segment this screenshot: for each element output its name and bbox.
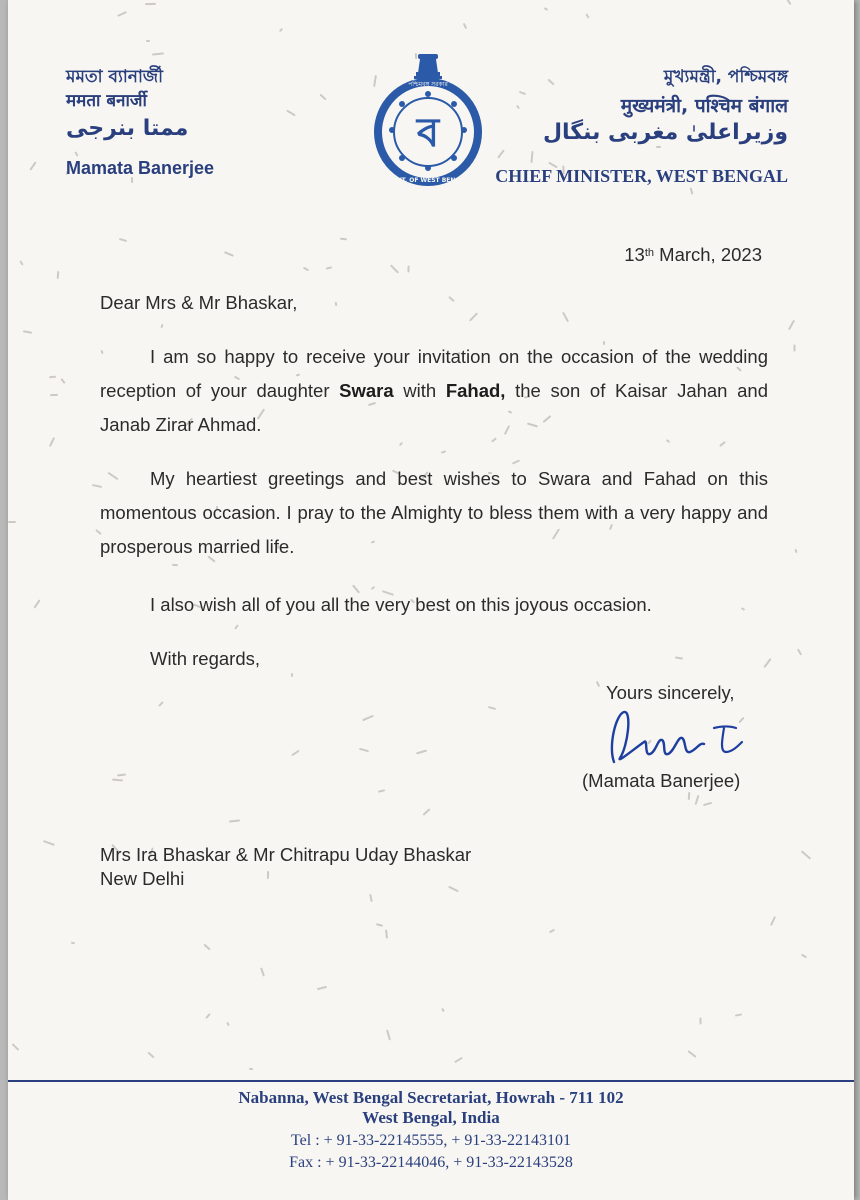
paper-fibre [172, 564, 178, 566]
paper-fibre [57, 271, 60, 279]
paper-fibre [797, 648, 802, 655]
paper-fibre [317, 986, 327, 990]
paper-fibre [656, 146, 661, 148]
paper-fibre [519, 91, 526, 95]
paper-fibre [596, 681, 600, 687]
paper-fibre [326, 266, 332, 269]
paper-fibre [71, 942, 75, 945]
paper-fibre [793, 344, 795, 351]
paper-fibre [19, 260, 23, 265]
addressee-city: New Delhi [100, 868, 185, 889]
paper-fibre [687, 1050, 696, 1058]
paper-fibre [291, 750, 300, 757]
paragraph-1: I am so happy to receive your invitation on the occasion of the wedding reception of your daughter Swara with Fahad, the son of Kaisar Jahan and Janab Zirar Ahmad. [100, 346, 768, 435]
paper-fibre [407, 265, 409, 272]
paper-fibre [12, 1043, 20, 1051]
west-bengal-emblem [370, 50, 486, 190]
paper-fibre [416, 750, 427, 755]
paper-fibre [703, 802, 712, 806]
paper-fibre [145, 3, 156, 5]
paper-fibre [33, 599, 40, 608]
paper-fibre [562, 312, 569, 323]
paper-fibre [335, 302, 338, 306]
paper-fibre [279, 28, 283, 32]
paper-fibre [49, 437, 55, 447]
paper-fibre [50, 394, 58, 396]
paper-fibre [160, 324, 163, 328]
footer-address: Nabanna, West Bengal Secretariat, Howrah - 711 102 [238, 1088, 624, 1107]
footer-state: West Bengal, India [362, 1108, 500, 1127]
paper-fibre [60, 378, 65, 384]
paper-fibre [117, 773, 126, 776]
paper-fibre [399, 442, 403, 446]
letter-date [624, 238, 762, 272]
paper-fibre [770, 916, 776, 926]
paper-fibre [319, 94, 326, 101]
letterhead-bengali-name: মমতা ব্যানার্জী [66, 67, 163, 87]
paper-fibre [376, 923, 383, 927]
emblem-letter: ব [416, 110, 440, 156]
paper-fibre [49, 376, 56, 379]
paper-fibre [516, 105, 520, 109]
footer-fax: Fax : + 91-33-22144046, + 91-33-22143528 [289, 1154, 573, 1171]
paper-fibre [549, 929, 555, 934]
paper-fibre [463, 23, 467, 29]
paper-fibre [359, 748, 369, 753]
signatory-name: (Mamata Banerjee) [582, 770, 741, 791]
paper-fibre [700, 1018, 702, 1025]
paper-fibre [229, 819, 240, 822]
paper-fibre [801, 850, 811, 859]
footer-telephone: Tel : + 91-33-22145555, + 91-33-22143101 [290, 1132, 571, 1149]
paper-fibre [448, 886, 459, 893]
letterhead-urdu-name: ممتا بنرجی [66, 116, 189, 141]
paper-fibre [303, 267, 309, 272]
letter-page [8, 0, 854, 1200]
letterhead-urdu-title: وزیراعلیٰ مغربی بنگال [542, 120, 788, 145]
paper-fibre [441, 450, 446, 454]
paper-fibre [291, 673, 294, 677]
emblem-top-text: পশ্চিমবঙ্গ সরকার [408, 81, 448, 88]
paper-fibre [794, 549, 797, 553]
paper-fibre [340, 238, 347, 241]
paper-fibre [362, 715, 374, 722]
paper-fibre [788, 320, 795, 331]
paper-fibre [267, 871, 269, 879]
paper-fibre [117, 11, 127, 17]
letterhead-english-title: CHIEF MINISTER, WEST BENGAL [495, 166, 788, 186]
paper-fibre [422, 808, 430, 816]
paper-fibre [390, 264, 399, 273]
paper-fibre [74, 151, 78, 156]
emblem-bottom-text: GOVT. OF WEST BENGAL [387, 177, 469, 184]
letterhead-bengali-title: মুখ্যমন্ত্রী, পশ্চিমবঙ্গ [663, 67, 788, 87]
paper-fibre [454, 1057, 463, 1063]
paper-fibre [234, 624, 239, 629]
paper-fibre [801, 954, 807, 959]
paper-fibre [386, 1029, 391, 1040]
letterhead-english-name: Mamata Banerjee [66, 158, 215, 178]
paper-fibre [43, 840, 55, 846]
paper-fibre [378, 789, 385, 793]
letterhead-hindi-name: ममता बनार्जी [66, 91, 147, 111]
paper-fibre [488, 706, 496, 710]
paper-fibre [763, 658, 771, 668]
date-month-year: March, 2023 [654, 244, 762, 265]
signature [604, 706, 768, 768]
paper-fibre [286, 110, 296, 117]
paper-fibre [146, 40, 150, 42]
paper-fibre [205, 1013, 210, 1019]
paper-fibre [675, 656, 683, 659]
bride-name: Swara [339, 380, 394, 401]
date-suffix: th [644, 247, 655, 259]
paper-fibre [224, 251, 234, 257]
paper-fibre [547, 79, 554, 86]
paper-fibre [23, 330, 32, 334]
paper-fibre [260, 967, 265, 976]
footer-divider [8, 1080, 854, 1082]
regards-line: With regards, [150, 648, 261, 669]
paper-fibre [8, 521, 16, 523]
paper-fibre [158, 701, 164, 707]
date-day: 13 [624, 244, 645, 265]
addressee-names: Mrs Ira Bhaskar & Mr Chitrapu Uday Bhaskar [100, 844, 472, 865]
paragraph-3: I also wish all of you all the very best on this joyous occasion. [150, 594, 652, 615]
groom-name: Fahad, [445, 380, 506, 401]
paper-fibre [497, 149, 505, 158]
paper-fibre [249, 1068, 253, 1070]
paper-fibre [544, 7, 548, 11]
closing-line: Yours sincerely, [606, 682, 735, 703]
paper-fibre [203, 944, 210, 951]
paper-fibre [152, 52, 164, 55]
paper-fibre [369, 894, 372, 902]
paper-fibre [385, 929, 388, 938]
paper-fibre [530, 151, 533, 163]
paper-fibre [29, 161, 36, 170]
letterhead-hindi-title: मुख्यमंत्री, पश्चिम बंगाल [620, 95, 788, 117]
paper-fibre [147, 1052, 154, 1059]
paper-fibre [119, 238, 127, 242]
paragraph-2: My heartiest greetings and best wishes to Swara and Fahad on this momentous occasion. I pray to the Almighty to bless them with a very happy and prosperous married life. [100, 468, 768, 557]
paper-fibre [448, 296, 455, 302]
salutation: Dear Mrs & Mr Bhaskar, [100, 292, 298, 313]
paper-fibre [226, 1022, 230, 1026]
paper-fibre [786, 0, 791, 5]
paper-fibre [469, 312, 478, 321]
paper-fibre [112, 779, 123, 782]
paper-fibre [585, 13, 589, 18]
paper-fibre [690, 187, 694, 194]
paper-fibre [441, 1008, 445, 1012]
paper-fibre [735, 1013, 742, 1016]
